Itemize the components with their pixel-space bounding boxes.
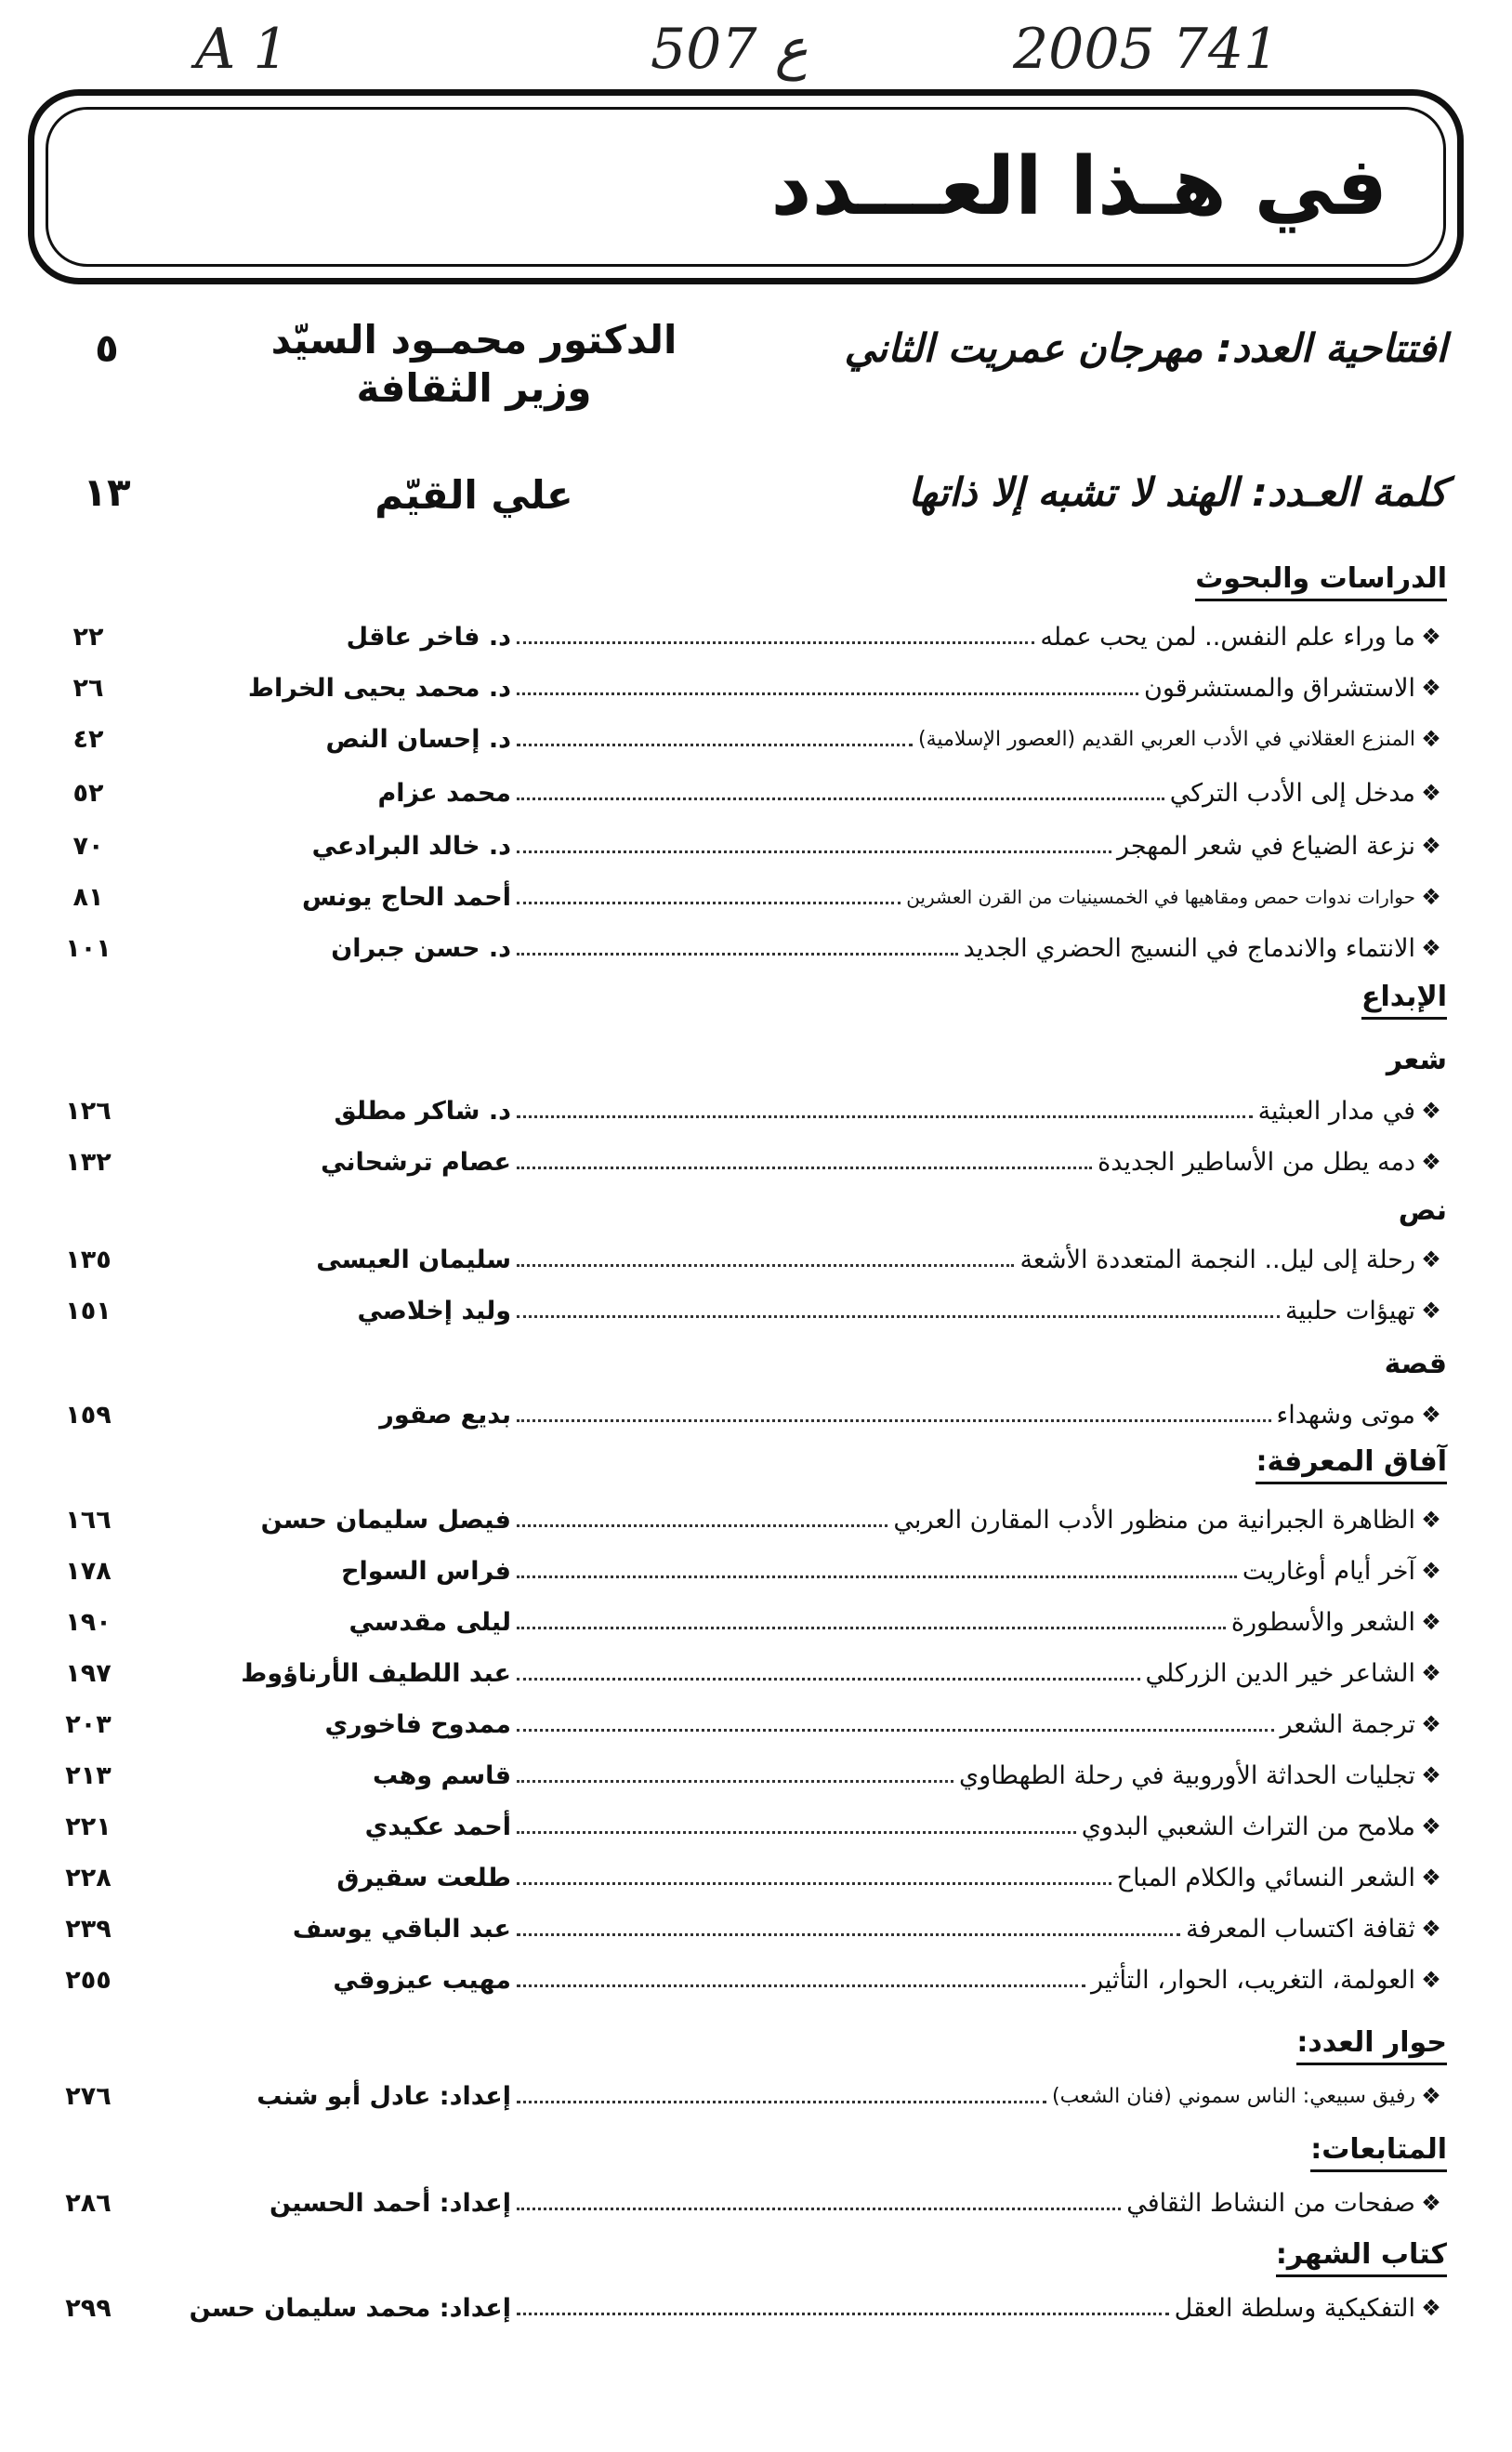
entry-author: إعداد: محمد سليمان حسن [189, 2293, 511, 2323]
entry-author: عبد اللطيف الأرناؤوط [241, 1658, 511, 1688]
diamond-bullet-icon: ❖ [1421, 1298, 1441, 1324]
entry-title: الظاهرة الجبرانية من منظور الأدب المقارن العربي [893, 1505, 1415, 1535]
entry-page: ٢٨٦ [65, 2188, 112, 2218]
title-banner-inner [46, 107, 1446, 267]
leader-dots [517, 850, 1111, 853]
toc-row [37, 1599, 1447, 1645]
entry-title: الانتماء والاندماج في النسيج الحضري الجديد [963, 933, 1415, 963]
handwritten-mark-3: 2005 741 [1013, 17, 1280, 82]
entry-title: ثقافة اكتساب المعرفة [1186, 1914, 1415, 1944]
entry-page: ٢٢١ [65, 1812, 112, 1841]
toc-row [37, 716, 1447, 762]
entry-author: ليلى مقدسي [348, 1607, 511, 1637]
entry-title: الشعر النسائي والكلام المباح [1116, 1863, 1415, 1892]
entry-title: رحلة إلى ليل.. النجمة المتعددة الأشعة [1019, 1245, 1415, 1274]
entry-author: د. إحسان النص [325, 724, 511, 754]
handwritten-mark-1: A 1 [195, 17, 289, 82]
entry-page: ١٦٦ [65, 1505, 112, 1535]
leader-dots [517, 1882, 1111, 1885]
leader-dots [517, 1984, 1085, 1987]
entry-author: فراس السواح [341, 1556, 511, 1586]
section-book: كتاب الشهر: [1276, 2238, 1447, 2277]
section-followups: المتابعات: [1310, 2133, 1447, 2172]
section-horizons: آفاق المعرفة: [1256, 1445, 1447, 1484]
diamond-bullet-icon: ❖ [1421, 2083, 1441, 2109]
diamond-bullet-icon: ❖ [1421, 2190, 1441, 2216]
entry-title: المنزع العقلاني في الأدب العربي القديم (العصور الإسلامية) [918, 727, 1415, 751]
opening-entry [56, 316, 1447, 418]
diamond-bullet-icon: ❖ [1421, 884, 1441, 910]
leader-dots [517, 1780, 953, 1783]
entry-page: ٢٢٨ [65, 1863, 112, 1892]
leader-dots [517, 2208, 1121, 2210]
leader-dots [517, 1167, 1092, 1169]
diamond-bullet-icon: ❖ [1421, 1865, 1441, 1891]
leader-dots [517, 1933, 1180, 1936]
entry-title: ملامح من التراث الشعبي البدوي [1081, 1812, 1415, 1841]
entry-author: د. حسن جبران [331, 933, 511, 963]
leader-dots [517, 1575, 1237, 1578]
diamond-bullet-icon: ❖ [1421, 1916, 1441, 1942]
toc-row [37, 770, 1447, 816]
toc-row [37, 1803, 1447, 1850]
diamond-bullet-icon: ❖ [1421, 1098, 1441, 1124]
entry-author: بديع صقور [379, 1400, 511, 1430]
entry-author: إعداد: عادل أبو شنب [256, 2081, 511, 2111]
toc-row [37, 1701, 1447, 1747]
entry-page: ١٠١ [65, 933, 112, 963]
entry-page: ٢١٣ [65, 1760, 112, 1790]
leader-dots [517, 1419, 1271, 1422]
entry-author: إعداد: أحمد الحسين [269, 2188, 511, 2218]
opening-title: افتتاحية العدد: مهرجان عمريت الثاني [844, 325, 1447, 371]
toc-row [37, 1287, 1447, 1334]
toc-row [37, 1752, 1447, 1799]
leader-dots [517, 692, 1138, 695]
entry-author: قاسم وهب [372, 1760, 511, 1790]
entry-author: أحمد الحاج يونس [301, 882, 511, 912]
entry-title: نزعة الضياع في شعر المهجر [1116, 831, 1415, 861]
diamond-bullet-icon: ❖ [1421, 726, 1441, 752]
entry-page: ١٥٩ [65, 1400, 112, 1430]
entry-title: مدخل إلى الأدب التركي [1169, 778, 1415, 808]
leader-dots [517, 2313, 1169, 2315]
section-studies: الدراسات والبحوث [1195, 562, 1447, 601]
word-author: علي القيّم [375, 472, 573, 518]
entry-page: ٧٠ [72, 831, 104, 861]
entry-title: العولمة، التغريب، الحوار، التأثير [1090, 1965, 1415, 1995]
diamond-bullet-icon: ❖ [1421, 1558, 1441, 1584]
word-page: ١٣ [83, 469, 131, 515]
leader-dots [517, 744, 913, 746]
section-interview: حوار العدد: [1296, 2026, 1447, 2065]
diamond-bullet-icon: ❖ [1421, 624, 1441, 650]
toc-row [37, 2285, 1447, 2331]
toc-row [37, 823, 1447, 869]
toc-row [37, 665, 1447, 711]
diamond-bullet-icon: ❖ [1421, 1246, 1441, 1272]
leader-dots [517, 1524, 887, 1527]
entry-title: تجليات الحداثة الأوروبية في رحلة الطهطاوي [959, 1760, 1415, 1790]
section-story: قصة [1384, 1348, 1447, 1380]
leader-dots [517, 2101, 1046, 2103]
toc-row [37, 1391, 1447, 1438]
leader-dots [517, 798, 1164, 800]
entry-page: ١٢٦ [65, 1096, 112, 1126]
entry-title: موتى وشهداء [1276, 1400, 1415, 1430]
opening-author [214, 316, 734, 413]
title-banner [28, 89, 1464, 284]
leader-dots [517, 641, 1034, 644]
entry-title: تهيؤات حلبية [1285, 1296, 1415, 1325]
toc-row [37, 1854, 1447, 1901]
entry-author: فيصل سليمان حسن [260, 1505, 511, 1535]
leader-dots [517, 1678, 1140, 1681]
section-text: نص [1398, 1194, 1447, 1227]
entry-page: ٢٠٣ [65, 1709, 112, 1739]
entry-page: ٢٣٩ [65, 1914, 112, 1944]
diamond-bullet-icon: ❖ [1421, 1967, 1441, 1993]
page-title: في هـذا العـــدد [770, 140, 1387, 233]
toc-row [37, 1905, 1447, 1952]
diamond-bullet-icon: ❖ [1421, 1813, 1441, 1839]
word-title: كلمة العـدد: الهند لا تشبه إلا ذاتها [908, 469, 1447, 515]
entry-page: ١٩٠ [65, 1607, 112, 1637]
toc-row [37, 1236, 1447, 1283]
entry-author: مهيب عيزوقي [333, 1965, 511, 1995]
entry-author: د. خالد البرادعي [311, 831, 511, 861]
entry-page: ١٥١ [65, 1296, 112, 1325]
leader-dots [517, 902, 901, 904]
toc-row [37, 925, 1447, 971]
entry-author: طلعت سقيرق [336, 1863, 511, 1892]
toc-row [37, 1088, 1447, 1134]
toc-row [37, 1496, 1447, 1543]
entry-title: آخر أيام أوغاريت [1242, 1556, 1415, 1586]
entry-author: د. شاكر مطلق [334, 1096, 511, 1126]
opening-author-role: وزير الثقافة [356, 365, 592, 411]
leader-dots [517, 953, 958, 956]
entry-title: صفحات من النشاط الثقافي [1126, 2188, 1415, 2218]
entry-title: في مدار العبثية [1257, 1096, 1415, 1126]
entry-author: ممدوح فاخوري [324, 1709, 511, 1739]
entry-page: ٨١ [72, 882, 104, 912]
toc-row [37, 613, 1447, 660]
toc-row [37, 1139, 1447, 1185]
leader-dots [517, 1315, 1280, 1318]
opening-author-name: الدكتور محمـود السيّد [270, 317, 677, 363]
entry-title: الشعر والأسطورة [1230, 1607, 1415, 1637]
entry-author: سليمان العيسى [316, 1245, 511, 1274]
diamond-bullet-icon: ❖ [1421, 1762, 1441, 1788]
entry-page: ٥٢ [72, 778, 104, 808]
entry-title: دمه يطل من الأساطير الجديدة [1098, 1147, 1415, 1177]
entry-page: ٢٥٥ [65, 1965, 112, 1995]
entry-author: أحمد عكيدي [364, 1812, 511, 1841]
entry-page: ١٧٨ [65, 1556, 112, 1586]
toc-row [37, 1548, 1447, 1594]
handwritten-mark-2: 507 ع [651, 17, 809, 82]
entry-title: ما وراء علم النفس.. لمن يحب عمله [1040, 622, 1415, 652]
word-entry [56, 460, 1447, 562]
entry-author: محمد عزام [377, 778, 511, 808]
entry-page: ١٩٧ [65, 1658, 112, 1688]
opening-page: ٥ [95, 325, 119, 371]
entry-page: ١٣٥ [65, 1245, 112, 1274]
entry-page: ٢٧٦ [65, 2081, 112, 2111]
diamond-bullet-icon: ❖ [1421, 1711, 1441, 1737]
diamond-bullet-icon: ❖ [1421, 1402, 1441, 1428]
toc-row [37, 874, 1447, 920]
entry-page: ٢٦ [72, 673, 104, 703]
diamond-bullet-icon: ❖ [1421, 1660, 1441, 1686]
handwritten-reference [0, 17, 1512, 100]
entry-page: ٤٢ [72, 724, 104, 754]
leader-dots [517, 1729, 1274, 1732]
diamond-bullet-icon: ❖ [1421, 2295, 1441, 2321]
section-poetry: شعر [1386, 1044, 1447, 1076]
toc-row [37, 1650, 1447, 1696]
entry-title: ترجمة الشعر [1280, 1709, 1415, 1739]
entry-author: د. محمد يحيى الخراط [247, 673, 511, 703]
leader-dots [517, 1627, 1226, 1629]
diamond-bullet-icon: ❖ [1421, 935, 1441, 961]
entry-title: الشاعر خير الدين الزركلي [1145, 1658, 1415, 1688]
toc-row [37, 1957, 1447, 2003]
entry-author: عصام ترشحاني [321, 1147, 511, 1177]
section-creativity: الإبداع [1361, 981, 1447, 1020]
toc-row [37, 2073, 1447, 2119]
toc-row [37, 2180, 1447, 2226]
diamond-bullet-icon: ❖ [1421, 1149, 1441, 1175]
entry-page: ٢٩٩ [65, 2293, 112, 2323]
entry-page: ١٣٢ [65, 1147, 112, 1177]
entry-page: ٢٢ [72, 622, 104, 652]
entry-author: عبد الباقي يوسف [292, 1914, 511, 1944]
diamond-bullet-icon: ❖ [1421, 1507, 1441, 1533]
leader-dots [517, 1115, 1253, 1118]
diamond-bullet-icon: ❖ [1421, 833, 1441, 859]
entry-title: الاستشراق والمستشرقون [1144, 673, 1415, 703]
leader-dots [517, 1264, 1014, 1267]
entry-title: رفيق سبيعي: الناس سموني (فنان الشعب) [1052, 2084, 1415, 2108]
diamond-bullet-icon: ❖ [1421, 675, 1441, 701]
entry-author: د. فاخر عاقل [346, 622, 511, 652]
diamond-bullet-icon: ❖ [1421, 780, 1441, 806]
leader-dots [517, 1831, 1076, 1834]
diamond-bullet-icon: ❖ [1421, 1609, 1441, 1635]
entry-title: حوارات ندوات حمص ومقاهيها في الخمسينيات من القرن العشرين [906, 886, 1415, 908]
entry-title: التفكيكية وسلطة العقل [1174, 2293, 1415, 2323]
entry-author: وليد إخلاصي [357, 1296, 511, 1325]
